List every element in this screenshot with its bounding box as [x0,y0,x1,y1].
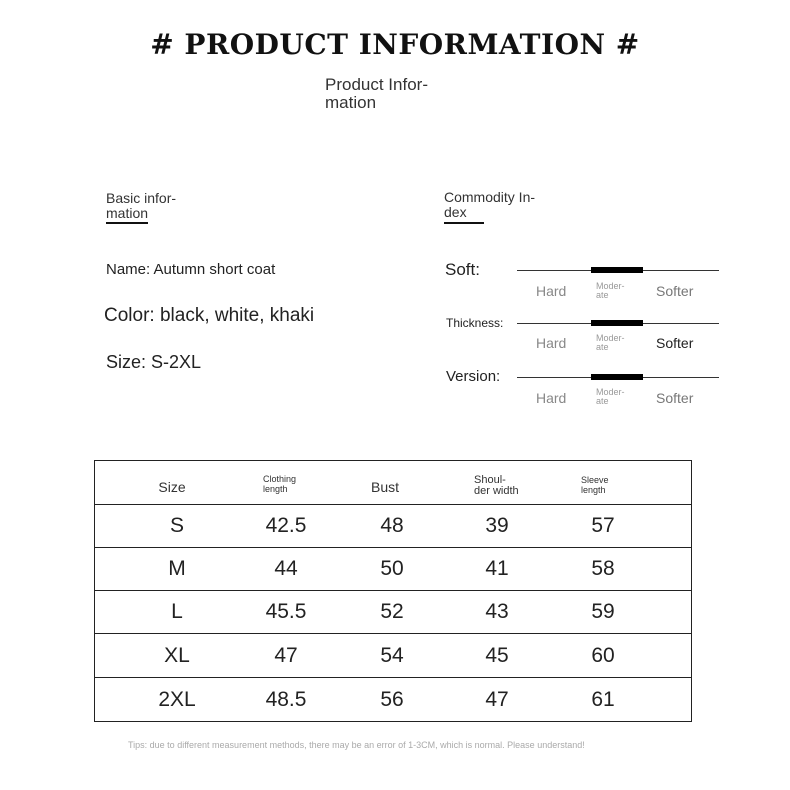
commodity-index-heading-line-1: Commodity In- [444,189,536,205]
index-label-soft: Soft: [445,260,480,279]
cell-sleeve-length: 58 [591,557,615,580]
scale-softer-thickness: Softer [656,335,694,351]
scale-moderate-thickness [596,334,625,352]
header-clothing-length [263,474,296,494]
cell-clothing-length: 45.5 [265,600,307,623]
table-row [95,634,691,677]
cell-bust: 54 [380,644,404,667]
cell-size: L [171,600,183,623]
product-size: Size: S-2XL [106,352,202,372]
size-table [94,460,692,722]
index-label-thickness: Thickness: [446,316,504,330]
header-bust: Bust [370,479,400,495]
cell-size: XL [164,644,190,667]
scale-moderate-version [596,388,625,406]
commodity-index-heading [444,190,535,220]
header-sleeve-length-line-2: length [581,485,606,495]
cell-shoulder-width: 41 [485,557,509,580]
cell-bust: 52 [380,600,404,623]
scale-hard-soft: Hard [536,283,567,299]
cell-bust: 50 [380,557,404,580]
scale-moderate-soft-line-2: ate [596,290,609,300]
measurement-tips: Tips: due to different measurement methods, there may be an error of 1-3CM, which is normal. Please understand! [128,740,585,750]
cell-size: 2XL [158,688,196,711]
cell-clothing-length: 48.5 [265,688,307,711]
cell-sleeve-length: 60 [591,644,615,667]
scale-moderate-version-line-2: ate [596,396,609,406]
scale-moderate-thickness-line-2: ate [596,342,609,352]
scale-moderate-soft-line-1: Moder- [596,281,625,291]
table-row [95,548,691,590]
scale-moderate-thickness-line-1: Moder- [596,333,625,343]
cell-size: S [169,514,185,537]
cell-sleeve-length: 57 [591,514,615,537]
cell-sleeve-length: 61 [591,688,615,711]
commodity-index-heading-line-2: dex [444,204,467,220]
basic-info-heading-line-1: Basic infor- [106,190,177,206]
basic-info-heading-line-2: mation [106,205,149,221]
cell-shoulder-width: 45 [485,644,509,667]
commodity-index-underline [444,222,484,224]
basic-info-underline [106,222,148,224]
subtitle-line-1: Product Infor- [325,75,428,94]
scale-hard-thickness: Hard [536,335,567,351]
header-sleeve-length-line-1: Sleeve [581,475,609,485]
table-row [95,678,691,721]
cell-sleeve-length: 59 [591,600,615,623]
cell-size: M [168,557,186,580]
header-clothing-length-line-2: length [263,484,288,494]
basic-info-heading [106,191,176,221]
header-clothing-length-line-1: Clothing [263,474,297,484]
scale-marker-soft [591,267,643,273]
scale-hard-version: Hard [536,390,567,406]
table-header-row [95,461,691,504]
table-row [95,591,691,633]
header-shoulder-width-line-2: der width [474,485,519,497]
header-shoulder-width-line-1: Shoul- [474,474,506,486]
product-color: Color: black, white, khaki [104,305,315,326]
cell-shoulder-width: 47 [485,688,509,711]
cell-clothing-length: 44 [274,557,298,580]
cell-shoulder-width: 43 [485,600,509,623]
header-size: Size [158,479,186,495]
cell-shoulder-width: 39 [485,514,509,537]
header-sleeve-length [581,475,609,495]
scale-moderate-soft [596,282,625,300]
table-row [95,505,691,547]
page-subtitle [325,76,455,112]
cell-clothing-length: 47 [274,644,298,667]
cell-bust: 56 [380,688,404,711]
subtitle-line-2: mation [325,93,377,112]
scale-softer-version: Softer [656,390,694,406]
product-name: Name: Autumn short coat [106,261,276,278]
cell-bust: 48 [380,514,404,537]
cell-clothing-length: 42.5 [265,514,307,537]
scale-marker-thickness [591,320,643,326]
header-shoulder-width [474,475,519,497]
scale-softer-soft: Softer [656,283,694,299]
page-title: # PRODUCT INFORMATION # [150,28,640,61]
scale-marker-version [591,374,643,380]
scale-moderate-version-line-1: Moder- [596,387,625,397]
index-label-version: Version: [446,368,501,385]
